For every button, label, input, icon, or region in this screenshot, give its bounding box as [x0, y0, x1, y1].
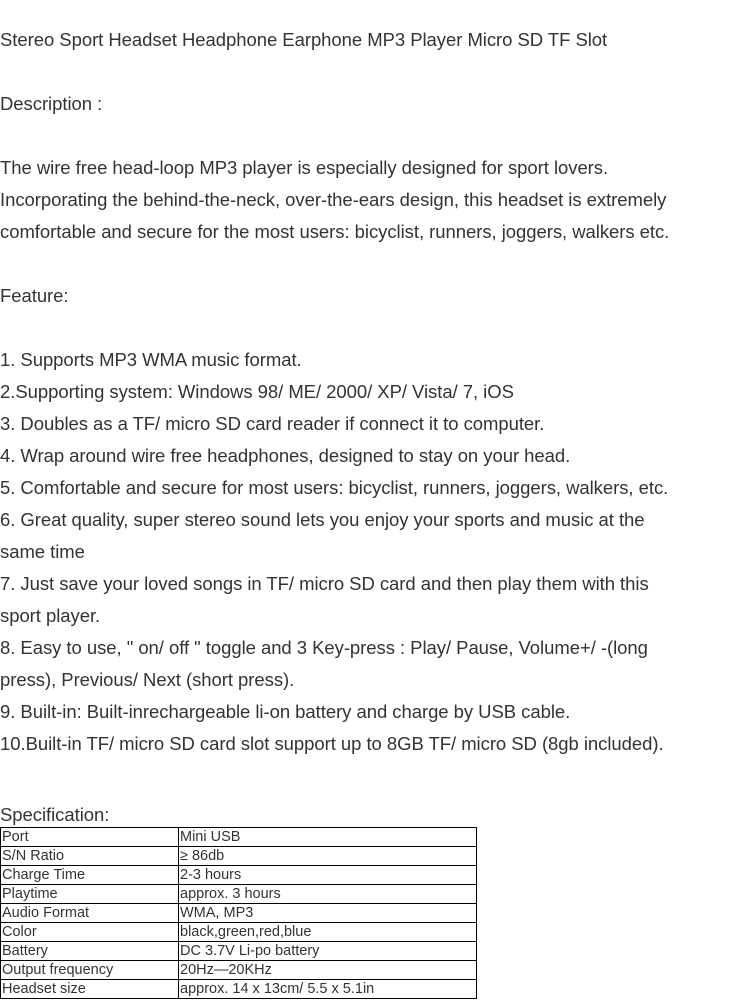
feature-line: 7. Just save your loved songs in TF/ micro SD card and then play them with this [0, 573, 649, 594]
spacer [0, 248, 750, 280]
spacer [0, 312, 750, 344]
spec-key: Color [1, 923, 179, 942]
spec-value: approx. 14 x 13cm/ 5.5 x 5.1in [179, 980, 477, 999]
feature-line: 10.Built-in TF/ micro SD card slot support up to 8GB TF/ micro SD (8gb included). [0, 733, 664, 754]
spec-key: Port [1, 828, 179, 847]
spec-key: Headset size [1, 980, 179, 999]
description-line: comfortable and secure for the most users: bicyclist, runners, joggers, walkers etc. [0, 221, 670, 242]
spec-value: WMA, MP3 [179, 904, 477, 923]
product-description [0, 24, 750, 831]
spacer [0, 120, 750, 152]
description-line: The wire free head-loop MP3 player is especially designed for sport lovers. [0, 157, 609, 178]
specification-table [0, 827, 477, 999]
spec-key: Output frequency [1, 961, 179, 980]
specification-heading: Specification: [0, 804, 110, 825]
table-row [1, 828, 477, 847]
spec-key: Audio Format [1, 904, 179, 923]
description-line: Incorporating the behind-the-neck, over-the-ears design, this headset is extremely [0, 189, 667, 210]
spec-key: Battery [1, 942, 179, 961]
spacer [0, 56, 750, 88]
spec-value: Mini USB [179, 828, 477, 847]
spacer [0, 760, 750, 792]
spec-key: Charge Time [1, 866, 179, 885]
product-title: Stereo Sport Headset Headphone Earphone MP3 Player Micro SD TF Slot [0, 29, 608, 50]
feature-line: press), Previous/ Next (short press). [0, 669, 295, 690]
table-row [1, 866, 477, 885]
table-row [1, 980, 477, 999]
table-row [1, 923, 477, 942]
table-row [1, 885, 477, 904]
spec-value: approx. 3 hours [179, 885, 477, 904]
feature-line: 1. Supports MP3 WMA music format. [0, 349, 302, 370]
description-heading: Description : [0, 93, 103, 114]
table-row [1, 904, 477, 923]
spec-value: black,green,red,blue [179, 923, 477, 942]
feature-line: sport player. [0, 605, 101, 626]
feature-line: 2.Supporting system: Windows 98/ ME/ 2000/ XP/ Vista/ 7, iOS [0, 381, 514, 402]
feature-line: 4. Wrap around wire free headphones, designed to stay on your head. [0, 445, 571, 466]
table-row [1, 847, 477, 866]
spec-key: S/N Ratio [1, 847, 179, 866]
feature-line: 5. Comfortable and secure for most users: bicyclist, runners, joggers, walkers, etc. [0, 477, 669, 498]
feature-line: 6. Great quality, super stereo sound lets you enjoy your sports and music at the [0, 509, 645, 530]
feature-heading: Feature: [0, 285, 69, 306]
spec-key: Playtime [1, 885, 179, 904]
spec-value: ≥ 86db [179, 847, 477, 866]
feature-line: 3. Doubles as a TF/ micro SD card reader if connect it to computer. [0, 413, 545, 434]
table-row [1, 961, 477, 980]
table-row [1, 942, 477, 961]
spec-value: DC 3.7V Li-po battery [179, 942, 477, 961]
spec-value: 2-3 hours [179, 866, 477, 885]
feature-line: same time [0, 541, 85, 562]
feature-line: 9. Built-in: Built-inrechargeable li-on battery and charge by USB cable. [0, 701, 571, 722]
feature-line: 8. Easy to use, " on/ off " toggle and 3 Key-press : Play/ Pause, Volume+/ -(long [0, 637, 648, 658]
spec-value: 20Hz—20KHz [179, 961, 477, 980]
